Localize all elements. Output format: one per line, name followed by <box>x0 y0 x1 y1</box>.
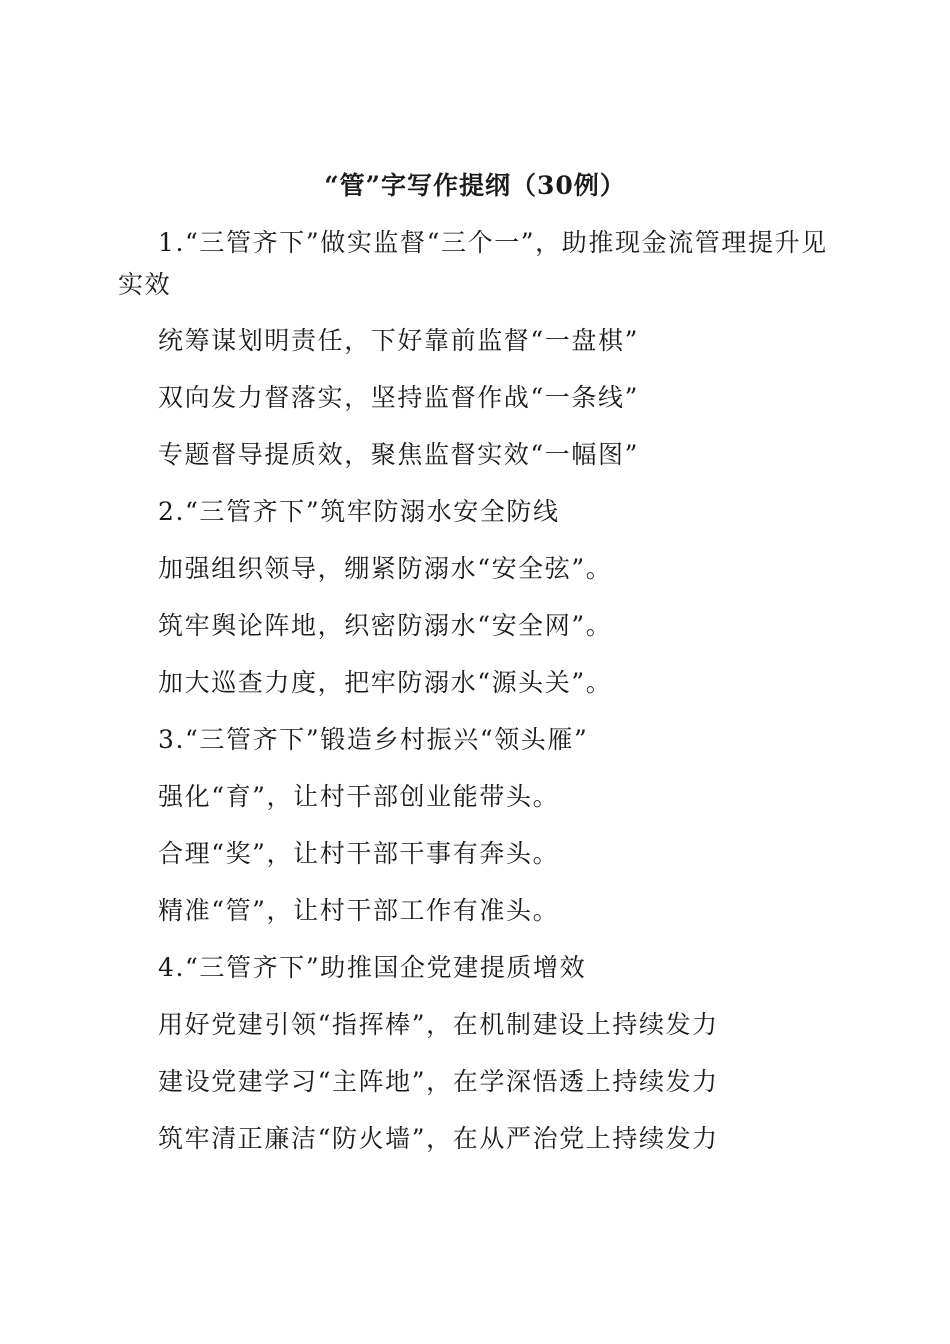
heading-item-2: 2.“三管齐下”筑牢防溺水安全防线 <box>158 497 560 526</box>
subpoint-4-3: 筑牢清正廉洁“防火墙”，在从严治党上持续发力 <box>158 1124 719 1153</box>
document-body <box>118 222 838 1174</box>
subpoint-4-2: 建设党建学习“主阵地”，在学深悟透上持续发力 <box>158 1067 719 1096</box>
subpoint-4-1: 用好党建引领“指挥棒”，在机制建设上持续发力 <box>158 1010 719 1039</box>
subpoint-1-3: 专题督导提质效，聚焦监督实效“一幅图” <box>158 440 639 469</box>
heading-item-4: 4.“三管齐下”助推国企党建提质增效 <box>158 953 587 982</box>
subpoint-1-2: 双向发力督落实，坚持监督作战“一条线” <box>158 383 639 412</box>
subpoint-2-1: 加强组织领导，绷紧防溺水“安全弦”。 <box>158 554 613 583</box>
subpoint-3-1: 强化“育”，让村干部创业能带头。 <box>158 782 560 811</box>
document-title: “管”字写作提纲（30例） <box>324 171 626 200</box>
subpoint-2-3: 加大巡查力度，把牢防溺水“源头关”。 <box>158 668 613 697</box>
subpoint-2-2: 筑牢舆论阵地，织密防溺水“安全网”。 <box>158 611 613 640</box>
subpoint-3-3: 精准“管”，让村干部工作有准头。 <box>158 896 560 925</box>
heading-item-3: 3.“三管齐下”锻造乡村振兴“领头雁” <box>158 725 589 754</box>
subpoint-3-2: 合理“奖”，让村干部干事有奔头。 <box>158 839 560 868</box>
heading-item-1: 1.“三管齐下”做实监督“三个一”，助推现金流管理提升见实效 <box>118 228 828 299</box>
subpoint-1-1: 统筹谋划明责任，下好靠前监督“一盘棋” <box>158 326 639 355</box>
